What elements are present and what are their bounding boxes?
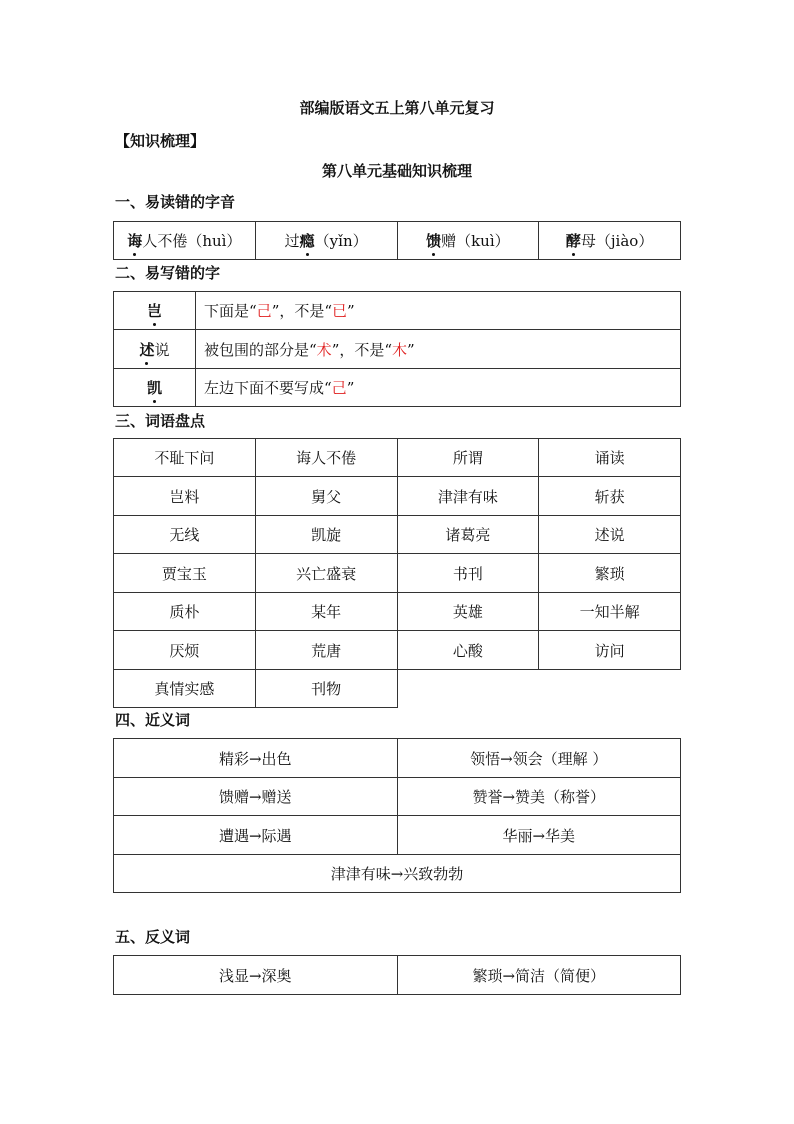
- synonym-cell: 赞誉→赞美（称誉）: [397, 778, 681, 816]
- synonym-cell: 精彩→出色: [114, 739, 398, 778]
- synonym-cell-wide: 津津有味→兴致勃勃: [114, 855, 681, 893]
- page-title: 部编版语文五上第八单元复习: [299, 99, 495, 117]
- vocab-cell: 所谓: [397, 439, 539, 477]
- vocab-cell: 述说: [539, 516, 681, 554]
- section-tag: 【知识梳理】: [115, 132, 206, 150]
- note-text: 下面是“: [204, 302, 257, 320]
- heading-pronunciation: 一、易读错的字音: [115, 193, 236, 211]
- vocab-cell: 一知半解: [539, 593, 681, 631]
- vocab-cell: 英雄: [397, 593, 539, 631]
- vocab-cell: 厌烦: [114, 631, 256, 670]
- antonym-cell: 浅显→深奥: [114, 956, 398, 995]
- vocab-cell: 诲人不倦: [255, 439, 397, 477]
- antonyms-table: [113, 955, 681, 995]
- vocab-cell: 不耻下问: [114, 439, 256, 477]
- writing-char: 凯: [146, 379, 162, 397]
- vocab-cell: 贾宝玉: [114, 554, 256, 593]
- writing-table: [113, 291, 681, 407]
- pron-char: 瘾: [299, 232, 315, 250]
- synonym-cell: 领悟→领会（理解 ）: [397, 739, 681, 778]
- heading-antonyms: 五、反义词: [115, 928, 191, 946]
- vocabulary-table: [113, 438, 681, 708]
- vocab-cell: 诸葛亮: [397, 516, 539, 554]
- vocab-cell: 真情实感: [114, 670, 256, 708]
- vocab-cell: 岂料: [114, 477, 256, 516]
- note-red-char: 术: [316, 340, 332, 359]
- note-text: ”: [347, 302, 355, 320]
- note-red-char: 己: [256, 302, 272, 320]
- writing-note-cell: [196, 292, 681, 330]
- writing-char: 岂: [146, 302, 162, 320]
- writing-char-tail: 说: [154, 340, 170, 359]
- vocab-cell: 斩获: [539, 477, 681, 516]
- note-red-char: 木: [392, 340, 408, 359]
- vocab-empty-cell: [397, 670, 539, 708]
- pron-cell-3: [397, 222, 539, 260]
- vocab-cell: 诵读: [539, 439, 681, 477]
- pron-cell-1: [114, 222, 256, 260]
- note-text: ”，不是“: [331, 340, 393, 359]
- note-red-char: 已: [332, 302, 348, 320]
- writing-char-cell: [114, 369, 196, 407]
- heading-writing: 二、易写错的字: [115, 264, 221, 282]
- vocab-cell: 访问: [539, 631, 681, 670]
- pron-rest: 赠（kuì）: [441, 232, 510, 250]
- vocab-cell: 书刊: [397, 554, 539, 593]
- pron-cell-4: [539, 222, 681, 260]
- synonym-cell: 华丽→华美: [397, 816, 681, 855]
- vocab-cell: 心酸: [397, 631, 539, 670]
- writing-char-cell: [114, 292, 196, 330]
- pronunciation-table: [113, 221, 681, 260]
- vocab-cell: 舅父: [255, 477, 397, 516]
- vocab-cell: 繁琐: [539, 554, 681, 593]
- note-text: ”，不是“: [271, 302, 333, 320]
- vocab-cell: 刊物: [255, 670, 397, 708]
- pron-cell-2: [255, 222, 397, 260]
- synonym-cell: 馈赠→赠送: [114, 778, 398, 816]
- heading-synonyms: 四、近义词: [115, 711, 191, 729]
- note-text: ”: [346, 379, 355, 397]
- writing-char-cell: [114, 330, 196, 369]
- writing-note-cell: [196, 330, 681, 369]
- vocab-cell: 津津有味: [397, 477, 539, 516]
- pron-char: 馈: [426, 232, 442, 250]
- writing-char: 述: [139, 340, 155, 359]
- pron-char: 酵: [565, 232, 581, 250]
- section-subtitle: 第八单元基础知识梳理: [321, 162, 472, 180]
- pron-rest: （yǐn）: [314, 232, 368, 250]
- pron-rest: 母（jiào）: [580, 232, 654, 250]
- writing-note-cell: [196, 369, 681, 407]
- vocab-cell: 凯旋: [255, 516, 397, 554]
- synonyms-table: [113, 738, 681, 893]
- heading-vocabulary: 三、词语盘点: [115, 412, 206, 430]
- vocab-cell: 兴亡盛衰: [255, 554, 397, 593]
- synonym-cell: 遭遇→际遇: [114, 816, 398, 855]
- antonym-cell: 繁琐→简洁（简便）: [397, 956, 681, 995]
- vocab-empty-cell: [539, 670, 681, 708]
- note-text: 被包围的部分是“: [204, 340, 317, 359]
- vocab-cell: 无线: [114, 516, 256, 554]
- vocab-cell: 荒唐: [255, 631, 397, 670]
- pron-rest: 人不倦（huì）: [142, 232, 242, 250]
- pron-char: 诲: [127, 232, 143, 250]
- note-text: 左边下面不要写成“: [204, 379, 332, 397]
- vocab-cell: 质朴: [114, 593, 256, 631]
- vocab-cell: 某年: [255, 593, 397, 631]
- note-red-char: 己: [331, 379, 347, 397]
- pron-pre: 过: [284, 232, 300, 250]
- note-text: ”: [407, 340, 415, 359]
